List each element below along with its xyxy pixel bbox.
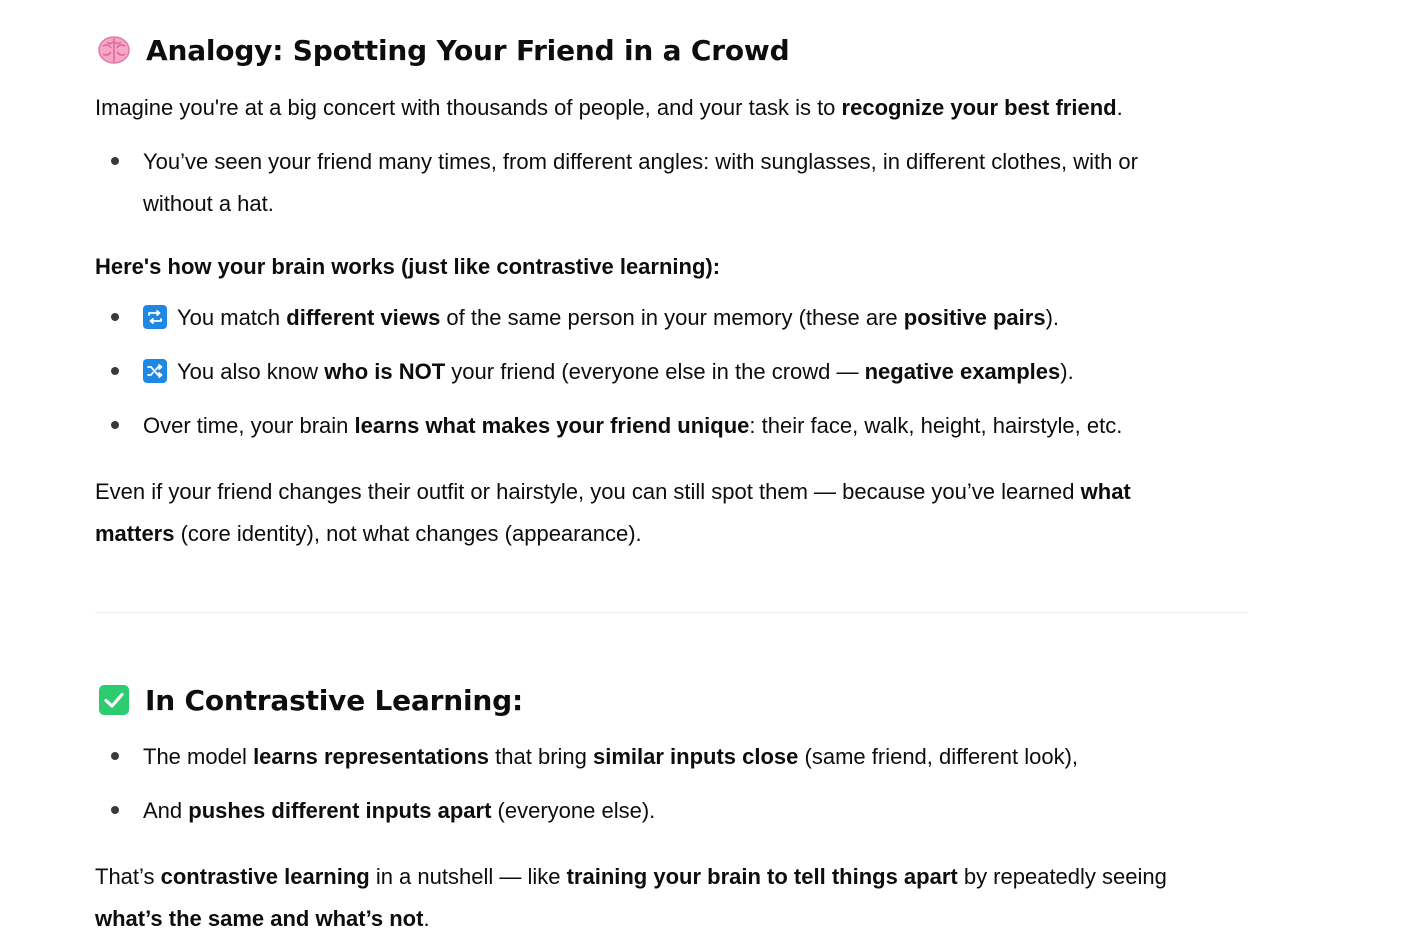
subheading-paragraph — [95, 246, 720, 288]
list-item — [95, 297, 1247, 339]
text-span: (core identity), not what changes (appearance). — [174, 521, 642, 546]
text-span: You match — [177, 305, 287, 330]
text-span: (same friend, different look), — [798, 744, 1079, 769]
repeat-icon — [143, 301, 167, 325]
section-heading-text: In Contrastive Learning: — [145, 683, 523, 717]
intro-paragraph — [95, 87, 1247, 129]
bold-span: learns what makes your friend unique — [354, 413, 750, 438]
bullet-dot — [111, 367, 119, 375]
text-span: ). — [1060, 359, 1074, 384]
bullet-list-3 — [95, 736, 1247, 832]
text-span: . — [1116, 95, 1123, 120]
bold-span: what — [1080, 479, 1131, 504]
text-span: without a hat. — [143, 191, 274, 216]
list-item — [95, 790, 1247, 832]
bold-span: positive pairs — [903, 305, 1046, 330]
bold-span: learns representations — [253, 744, 490, 769]
text-span: Imagine you're at a big concert with thousands of people, and your task is to — [95, 95, 842, 120]
text-span: that bring — [489, 744, 593, 769]
text-span: : their face, walk, height, hairstyle, etc. — [749, 413, 1123, 438]
list-item — [95, 736, 1247, 778]
text-span: by repeatedly seeing — [957, 864, 1167, 889]
bold-span: similar inputs close — [593, 744, 799, 769]
brain-icon — [97, 33, 131, 67]
text-span: . — [423, 906, 430, 931]
text-span: Over time, your brain — [143, 413, 355, 438]
bold-span: contrastive learning — [160, 864, 370, 889]
section-heading-analogy — [97, 30, 789, 70]
list-item — [95, 351, 1247, 393]
bold-span: who is NOT — [324, 359, 446, 384]
bullet-dot — [111, 752, 119, 760]
text-span: of the same person in your memory (these are — [440, 305, 904, 330]
summary-paragraph — [95, 856, 1247, 940]
bullet-list-1 — [95, 141, 1247, 225]
text-span: (everyone else). — [491, 798, 656, 823]
section-heading-contrastive — [98, 680, 523, 720]
bullet-dot — [111, 806, 119, 814]
outro-paragraph — [95, 471, 1247, 555]
bullet-list-2 — [95, 297, 1247, 447]
text-span: ). — [1045, 305, 1060, 330]
bullet-dot — [111, 421, 119, 429]
text-span: And — [143, 798, 189, 823]
bold-span: training your brain to tell things apart — [566, 864, 958, 889]
text-span: your friend (everyone else in the crowd — — [445, 359, 865, 384]
text-span: The model — [143, 744, 254, 769]
bold-span: negative examples — [864, 359, 1061, 384]
bold-span: different views — [286, 305, 441, 330]
text-span: You’ve seen your friend many times, from different angles: with sunglasses, in different clothes, with or — [143, 149, 1138, 174]
bold-span: Here's how your brain works (just like contrastive learning): — [95, 254, 721, 279]
text-span: You also know — [177, 359, 325, 384]
section-heading-text: Analogy: Spotting Your Friend in a Crowd — [146, 33, 790, 67]
bold-span: matters — [95, 521, 175, 546]
text-span: That’s — [95, 864, 161, 889]
bullet-dot — [111, 313, 119, 321]
bold-span: pushes different inputs apart — [188, 798, 492, 823]
check-mark-icon — [98, 684, 130, 716]
section-divider — [95, 612, 1247, 613]
shuffle-icon — [143, 355, 167, 379]
bold-span: what’s the same and what’s not — [95, 906, 424, 931]
bold-span: recognize your best friend — [841, 95, 1117, 120]
list-item — [95, 141, 1247, 225]
bullet-dot — [111, 157, 119, 165]
list-item — [95, 405, 1247, 447]
text-span: Even if your friend changes their outfit or hairstyle, you can still spot them — because you’ve learned — [95, 479, 1081, 504]
text-span: in a nutshell — like — [369, 864, 567, 889]
